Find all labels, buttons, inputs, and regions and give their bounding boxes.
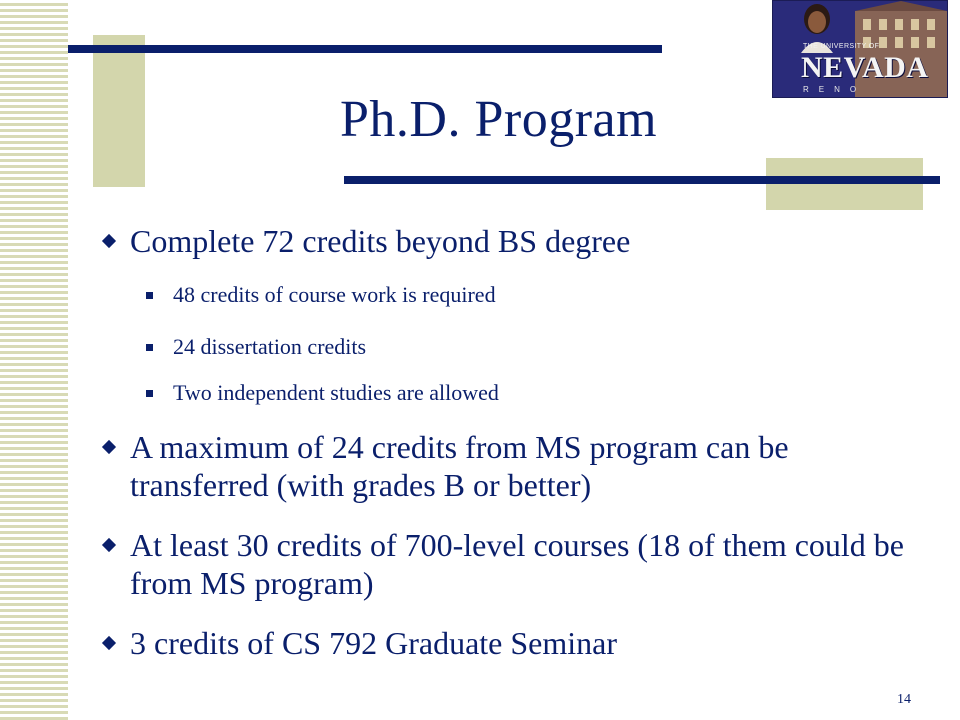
diamond-bullet-icon <box>102 234 116 248</box>
decorative-vertical-bar <box>93 35 145 187</box>
logo-reno-text: RENO <box>803 85 867 94</box>
square-bullet-icon <box>146 292 153 299</box>
sub-bullet-text: 48 credits of course work is required <box>173 282 496 307</box>
bullet-item <box>130 428 930 504</box>
sub-bullet-item <box>173 334 913 360</box>
slide-title: Ph.D. Program <box>340 91 658 148</box>
logo-university-of-text: THE UNIVERSITY OF <box>803 43 880 50</box>
logo-nevada-text: NEVADA <box>801 51 929 84</box>
bullet-text: 3 credits of CS 792 Graduate Seminar <box>130 625 617 661</box>
bullet-item <box>130 526 930 602</box>
bullet-item <box>130 222 930 260</box>
bullet-item <box>130 624 930 662</box>
decorative-horizontal-block <box>766 158 923 210</box>
diamond-bullet-icon <box>102 538 116 552</box>
university-logo <box>772 0 948 98</box>
diamond-bullet-icon <box>102 636 116 650</box>
sub-bullet-text: 24 dissertation credits <box>173 334 367 359</box>
diamond-bullet-icon <box>102 440 116 454</box>
sub-bullet-text: Two independent studies are allowed <box>173 380 499 405</box>
decorative-top-rule <box>68 45 662 53</box>
page-number: 14 <box>897 692 911 707</box>
bullet-text: A maximum of 24 credits from MS program can be transferred (with grades B or better) <box>130 429 789 503</box>
sub-bullet-item <box>173 282 913 308</box>
bullet-text: At least 30 credits of 700-level courses (18 of them could be from MS program) <box>130 527 904 601</box>
square-bullet-icon <box>146 390 153 397</box>
bullet-text: Complete 72 credits beyond BS degree <box>130 223 631 259</box>
square-bullet-icon <box>146 344 153 351</box>
sub-bullet-item <box>173 380 913 406</box>
decorative-title-underline <box>344 176 940 184</box>
left-striped-margin <box>0 0 68 720</box>
